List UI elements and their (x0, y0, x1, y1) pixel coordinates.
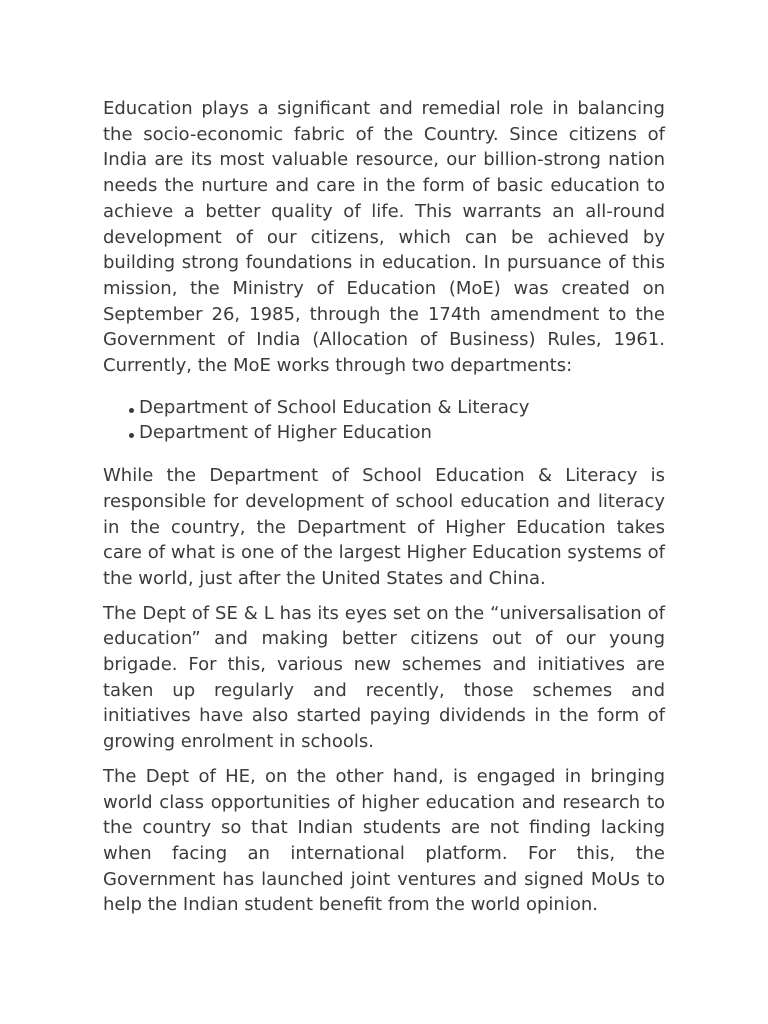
document-page (103, 96, 665, 918)
school-education-paragraph: The Dept of SE & L has its eyes set on the “universalisation of education” and making better citizens out of our young brigade. For this, various new schemes and initiatives are taken up regularly and recently, those schemes and initiatives have also started paying dividends in the form of growing enrolment in schools. (103, 602, 665, 753)
list-item: Department of Higher Education (129, 420, 665, 446)
departments-list (103, 395, 665, 446)
higher-education-paragraph: The Dept of HE, on the other hand, is engaged in bringing world class opportunities of higher education and research to the country so that Indian students are not finding lacking when facing an international platform. For this, the Government has launched joint ventures and signed MoUs to help the Indian student benefit from the world opinion. (103, 765, 665, 916)
list-item: Department of School Education & Literacy (129, 395, 665, 421)
departments-paragraph: While the Department of School Education & Literacy is responsible for development of school education and literacy in the country, the Department of Higher Education takes care of what is one of the largest Higher Education systems of the world, just after the United States and China. (103, 465, 665, 589)
intro-paragraph: Education plays a significant and remedial role in balancing the socio-economic fabric of the Country. Since citizens of India are its most valuable resource, our billion-strong nation needs the nurture and care in the form of basic education to achieve a better quality of life. This warrants an all-round development of our citizens, which can be achieved by building strong foundations in education. In pursuance of this mission, the Ministry of Education (MoE) was created on September 26, 1985, through the 174th amendment to the Government of India (Allocation of Business) Rules, 1961. Currently, the MoE works through two departments: (103, 98, 665, 377)
